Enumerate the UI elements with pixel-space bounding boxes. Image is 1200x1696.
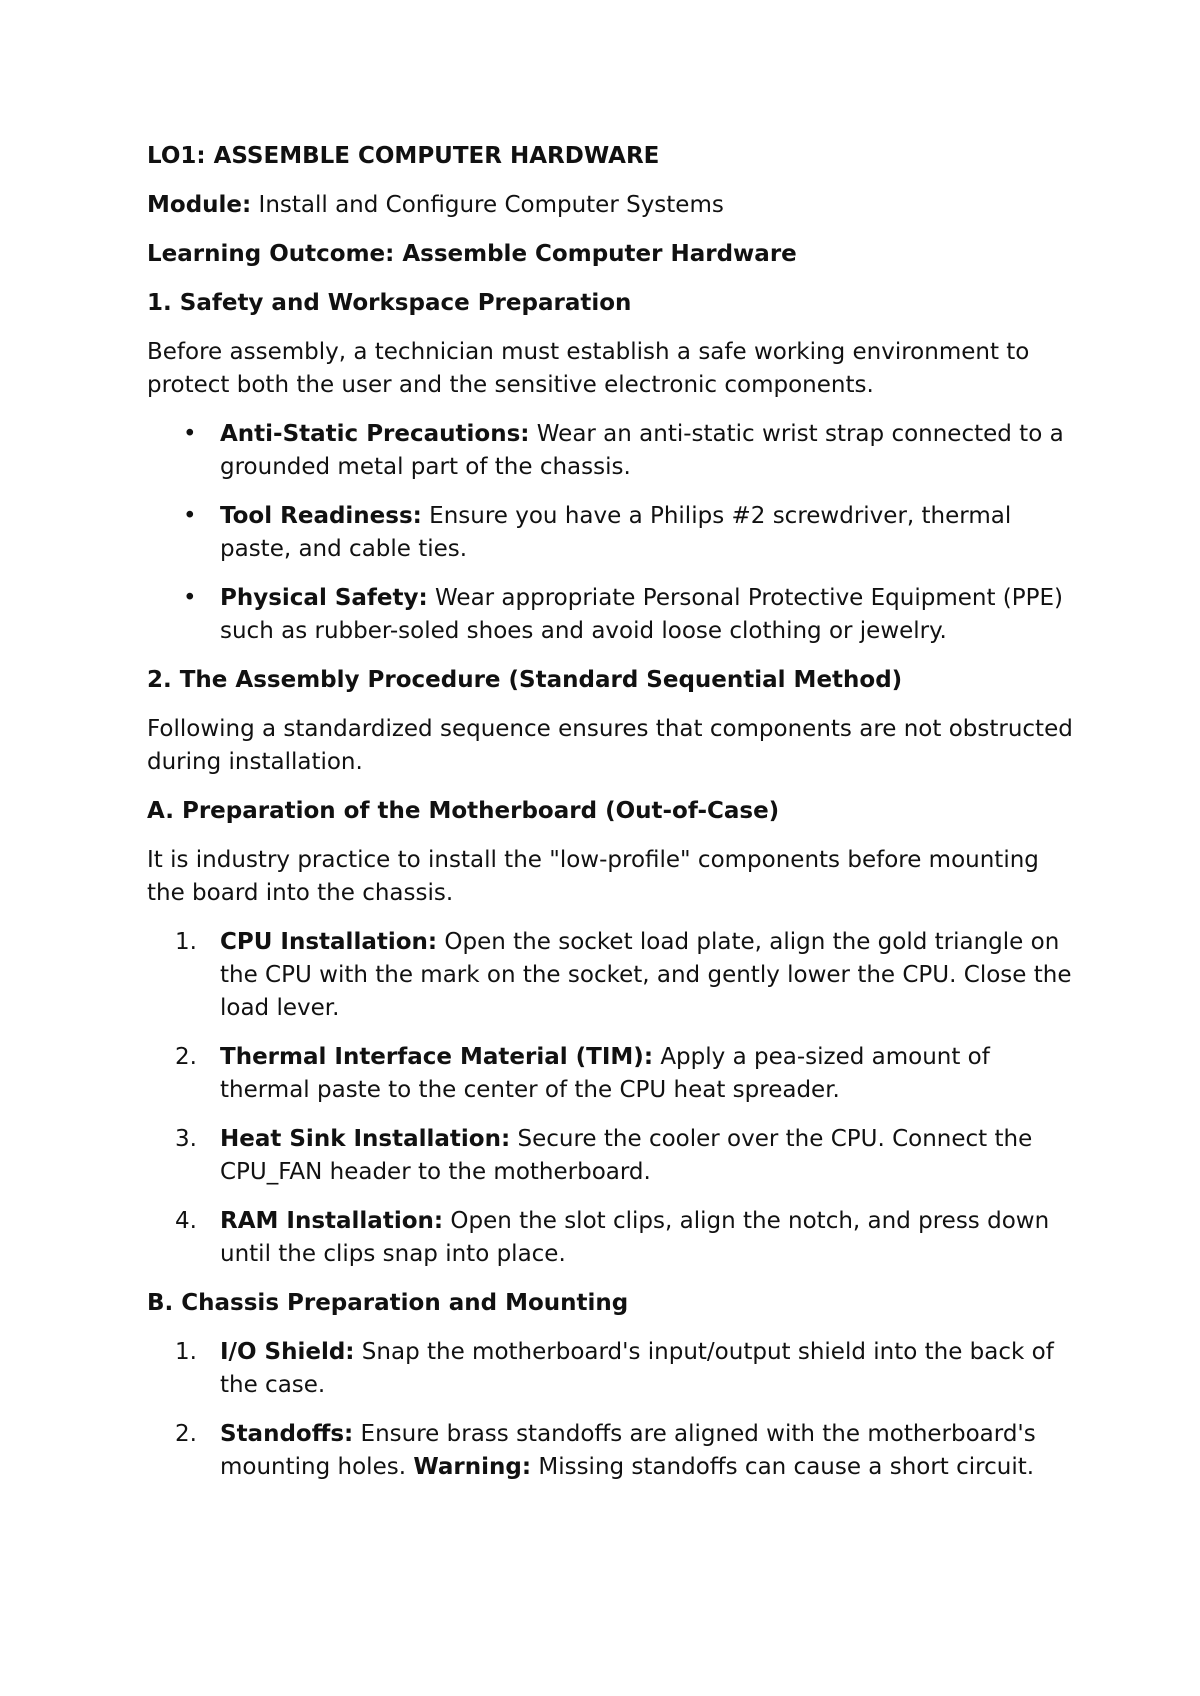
- list-item: [147, 500, 1077, 566]
- step-text: Open the socket load plate, align the gold triangle on the CPU with the mark on the socket, and gently lower the CPU. Close the load lever.: [220, 929, 1072, 1021]
- step-text: Apply a pea-sized amount of thermal paste to the center of the CPU heat spreader.: [220, 1044, 990, 1103]
- document-page: [147, 140, 1077, 1500]
- step-number: 1.: [175, 1339, 197, 1365]
- step-text: Secure the cooler over the CPU. Connect the CPU_FAN header to the motherboard.: [220, 1126, 1033, 1185]
- bullet-icon: •: [183, 585, 197, 611]
- step-label: I/O Shield:: [220, 1339, 355, 1365]
- list-item: [147, 1205, 1077, 1271]
- bullet-text: Wear appropriate Personal Protective Equipment (PPE) such as rubber-soled shoes and avoid loose clothing or jewelry.: [220, 585, 1064, 644]
- list-item: [147, 1336, 1077, 1402]
- bullet-text: Wear an anti-static wrist strap connected to a grounded metal part of the chassis.: [220, 421, 1064, 480]
- list-item: [147, 418, 1077, 484]
- section-1-intro: Before assembly, a technician must establish a safe working environment to protect both the user and the sensitive electronic components.: [147, 339, 1030, 398]
- module-value: Install and Configure Computer Systems: [251, 192, 724, 218]
- section-b-heading: B. Chassis Preparation and Mounting: [147, 1290, 629, 1316]
- list-item: [147, 1123, 1077, 1189]
- step-number: 2.: [175, 1044, 197, 1070]
- module-label: Module:: [147, 192, 252, 218]
- list-item: [147, 1041, 1077, 1107]
- bullet-label: Tool Readiness:: [220, 503, 422, 529]
- step-number: 2.: [175, 1421, 197, 1447]
- module-line: [147, 189, 1077, 222]
- bullet-text: Ensure you have a Philips #2 screwdriver, thermal paste, and cable ties.: [220, 503, 1012, 562]
- step-label: CPU Installation:: [220, 929, 438, 955]
- list-item: [147, 926, 1077, 1025]
- learning-outcome-heading: Learning Outcome: Assemble Computer Hardware: [147, 241, 797, 267]
- list-item: [147, 582, 1077, 648]
- section-1-heading: 1. Safety and Workspace Preparation: [147, 290, 632, 316]
- motherboard-steps-list: [147, 926, 1077, 1271]
- list-item: [147, 1418, 1077, 1484]
- section-a-heading: A. Preparation of the Motherboard (Out-of-Case): [147, 798, 780, 824]
- safety-bullet-list: [147, 418, 1077, 648]
- step-label: Heat Sink Installation:: [220, 1126, 511, 1152]
- section-a-intro: It is industry practice to install the "low-profile" components before mounting the board into the chassis.: [147, 847, 1039, 906]
- step-number: 4.: [175, 1208, 197, 1234]
- document-title: LO1: ASSEMBLE COMPUTER HARDWARE: [147, 143, 660, 169]
- step-number: 3.: [175, 1126, 197, 1152]
- step-text: Ensure brass standoffs are aligned with the motherboard's mounting holes.: [220, 1421, 1036, 1480]
- step-label: Standoffs:: [220, 1421, 354, 1447]
- bullet-icon: •: [183, 503, 197, 529]
- bullet-label: Anti-Static Precautions:: [220, 421, 530, 447]
- warning-text: Missing standoffs can cause a short circuit.: [531, 1454, 1035, 1480]
- section-2-heading: 2. The Assembly Procedure (Standard Sequential Method): [147, 667, 903, 693]
- step-number: 1.: [175, 929, 197, 955]
- bullet-label: Physical Safety:: [220, 585, 428, 611]
- step-label: RAM Installation:: [220, 1208, 444, 1234]
- chassis-steps-list: [147, 1336, 1077, 1484]
- bullet-icon: •: [183, 421, 197, 447]
- warning-label: Warning:: [413, 1454, 532, 1480]
- step-text: Snap the motherboard's input/output shield into the back of the case.: [220, 1339, 1054, 1398]
- section-2-intro: Following a standardized sequence ensures that components are not obstructed during installation.: [147, 716, 1073, 775]
- step-text: Open the slot clips, align the notch, and press down until the clips snap into place.: [220, 1208, 1050, 1267]
- step-label: Thermal Interface Material (TIM):: [220, 1044, 654, 1070]
